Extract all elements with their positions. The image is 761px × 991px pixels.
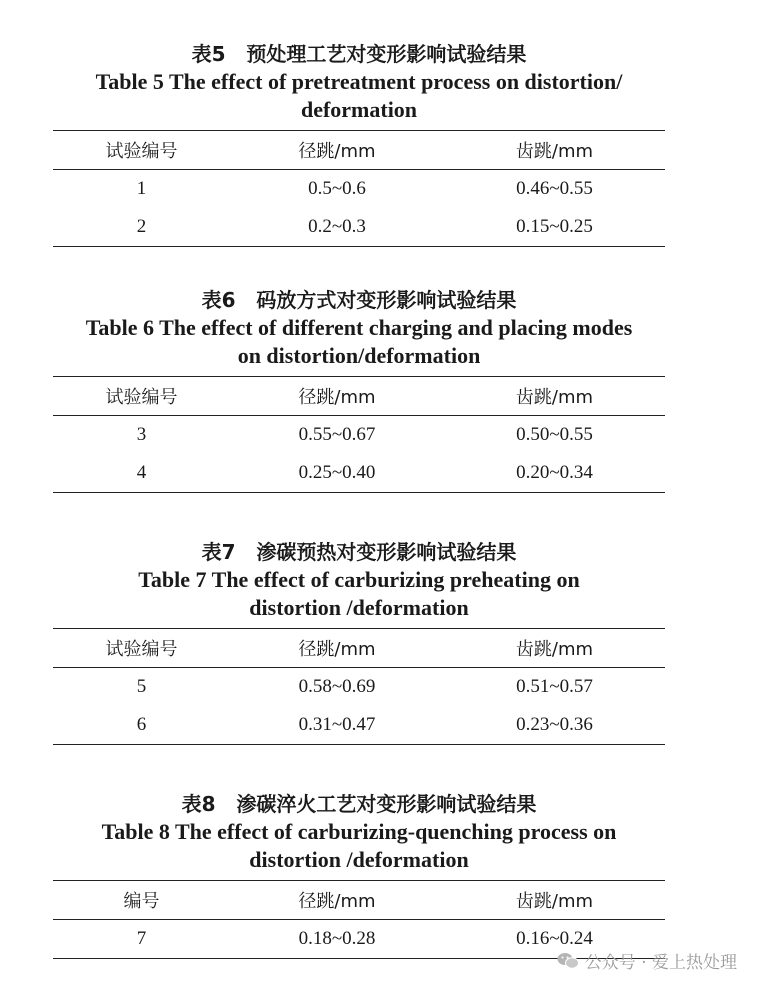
- table-cell: 0.23~0.36: [516, 714, 593, 735]
- table-cell: 0.50~0.55: [516, 424, 593, 445]
- table-header-row: [53, 881, 665, 920]
- data-table: [53, 628, 665, 745]
- table-title-cn: 表7 渗碳预热对变形影响试验结果: [201, 540, 517, 564]
- table-block-5: [53, 40, 665, 247]
- column-header: 齿跳/mm: [444, 131, 665, 170]
- watermark-text: 公众号 · 爱上热处理: [584, 953, 737, 973]
- table-title-en-line: Table 5 The effect of pretreatment process on distortion/: [95, 69, 623, 94]
- table-cell: 0.51~0.57: [516, 676, 593, 697]
- column-header: 径跳/mm: [230, 881, 444, 920]
- table-header-row: [53, 629, 665, 668]
- table-title-en-line: Table 6 The effect of different charging and placing modes: [85, 315, 633, 340]
- column-header: 齿跳/mm: [444, 377, 665, 416]
- column-header: 试验编号: [53, 629, 230, 668]
- table-title-en-line: distortion /deformation: [249, 595, 469, 620]
- column-header: 齿跳/mm: [444, 881, 665, 920]
- table-row: [53, 668, 665, 707]
- watermark: [557, 948, 737, 973]
- table-cell: 0.2~0.3: [308, 216, 366, 237]
- table-title-en-line: deformation: [300, 97, 418, 122]
- table-row: [53, 454, 665, 493]
- table-title-cn: 表5 预处理工艺对变形影响试验结果: [191, 42, 527, 66]
- column-header: 齿跳/mm: [444, 629, 665, 668]
- table-title-en: [53, 68, 665, 124]
- data-table: [53, 376, 665, 493]
- column-header: 编号: [53, 881, 230, 920]
- table-cell: 0.31~0.47: [298, 714, 376, 735]
- table-cell: 0.15~0.25: [516, 216, 593, 237]
- table-title-en-line: distortion /deformation: [249, 847, 469, 872]
- table-title-cn: 表8 渗碳淬火工艺对变形影响试验结果: [181, 792, 537, 816]
- column-header: 试验编号: [53, 131, 230, 170]
- table-cell: 4: [136, 462, 147, 483]
- table-title-en: [53, 566, 665, 622]
- table-cell: 0.18~0.28: [298, 928, 376, 949]
- table-block-7: [53, 538, 665, 745]
- table-row: [53, 416, 665, 455]
- table-cell: 7: [136, 928, 147, 949]
- column-header: 径跳/mm: [230, 377, 444, 416]
- column-header: 径跳/mm: [230, 131, 444, 170]
- column-header: 径跳/mm: [230, 629, 444, 668]
- table-cell: 2: [136, 216, 147, 237]
- table-cell: 6: [136, 714, 147, 735]
- table-cell: 0.55~0.67: [298, 424, 376, 445]
- table-cell: 0.46~0.55: [516, 178, 593, 199]
- table-block-6: [53, 286, 665, 493]
- table-cell: 0.5~0.6: [308, 178, 366, 199]
- table-title-en: [53, 818, 665, 874]
- table-cell: 0.20~0.34: [516, 462, 593, 483]
- table-header-row: [53, 377, 665, 416]
- wechat-icon: [557, 952, 579, 970]
- table-title-en-line: Table 7 The effect of carburizing preheating on: [138, 567, 580, 592]
- table-cell: 5: [136, 676, 147, 697]
- table-cell: 3: [136, 424, 147, 445]
- table-row: [53, 706, 665, 745]
- table-row: [53, 170, 665, 209]
- table-cell: 0.58~0.69: [298, 676, 376, 697]
- table-block-8: [53, 790, 665, 959]
- table-header-row: [53, 131, 665, 170]
- table-title-en-line: Table 8 The effect of carburizing-quenching process on: [101, 819, 617, 844]
- table-title-en-line: on distortion/deformation: [237, 343, 481, 368]
- data-table: [53, 130, 665, 247]
- table-row: [53, 208, 665, 247]
- table-title-cn: 表6 码放方式对变形影响试验结果: [201, 288, 517, 312]
- table-title-en: [53, 314, 665, 370]
- table-cell: 0.16~0.24: [516, 928, 593, 949]
- column-header: 试验编号: [53, 377, 230, 416]
- table-cell: 1: [136, 178, 147, 199]
- table-cell: 0.25~0.40: [298, 462, 376, 483]
